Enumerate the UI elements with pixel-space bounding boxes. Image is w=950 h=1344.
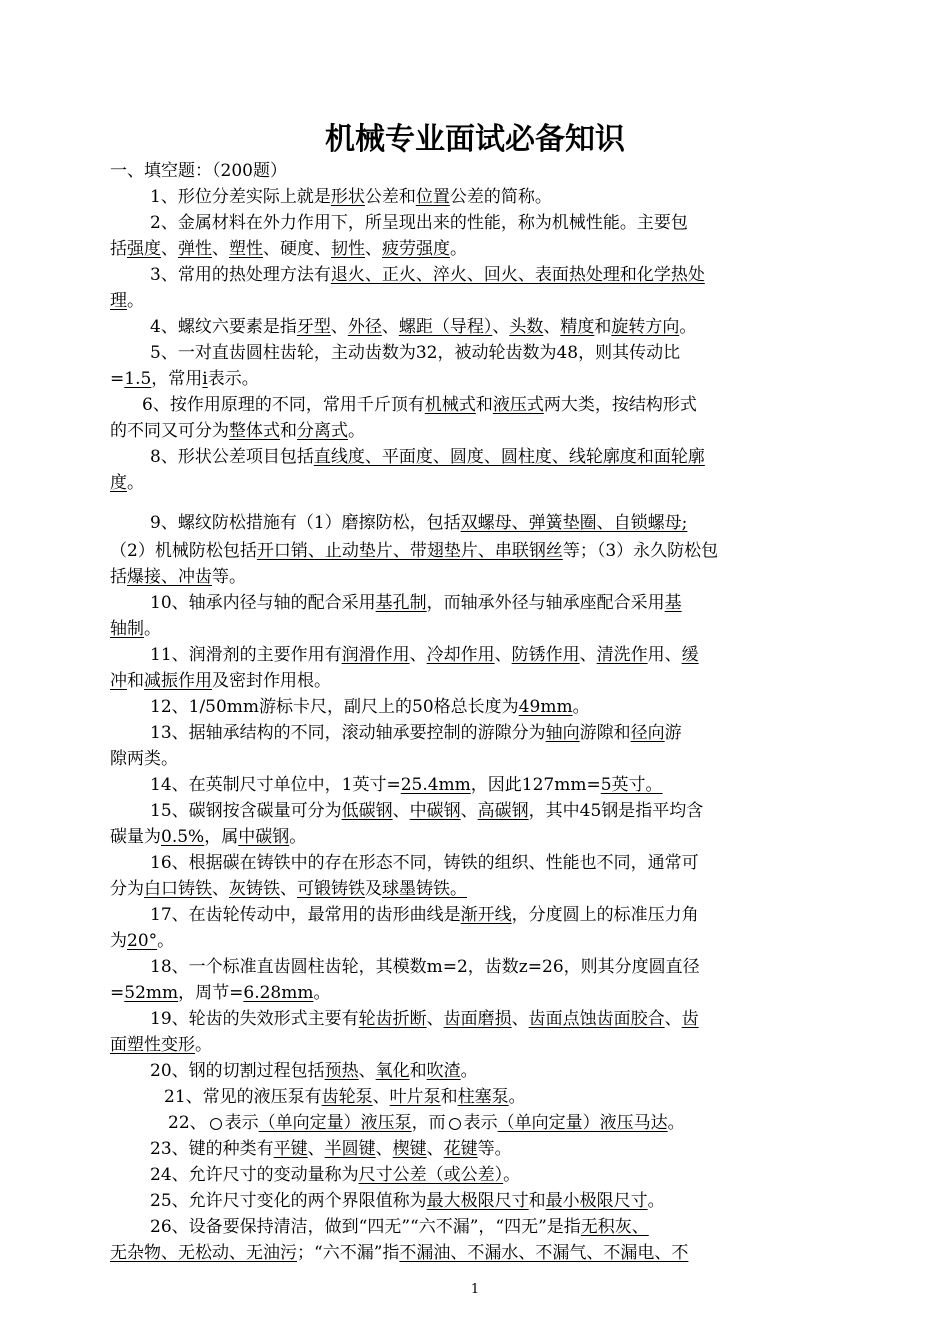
answer-text: 齿 [681,1009,699,1029]
question-text: 、 [511,1009,529,1029]
question-text: 8、形状公差项目包括 [150,447,314,467]
question-text: 。 [647,1191,665,1211]
question-text: 、 [381,317,399,337]
question-text: = [110,983,125,1003]
answer-text: 径向 [630,723,665,743]
question-line [150,1214,649,1240]
answer-text: 高碳钢 [477,801,529,821]
question-text: 25、允许尺寸变化的两个界限值称为 [150,1191,427,1211]
answer-text: 面塑性变形 [110,1035,195,1055]
question-line [168,1110,685,1136]
question-text: （2）机械防松包括 [110,541,257,561]
question-line [150,694,590,720]
answer-text: 25.4mm [400,775,471,795]
answer-text: 机械式 [424,395,476,415]
question-text: 、 [280,879,297,899]
answer-text: 最小极限尺寸 [545,1191,648,1211]
question-text: 括 [110,567,127,587]
question-text: 。 [572,697,590,717]
page-title: 机械专业面试必备知识 [325,122,625,157]
question-line [150,444,705,470]
question-text: 公差和 [364,187,416,207]
question-line [110,470,144,496]
question-text: 的不同又可分为 [110,421,229,441]
answer-text: 整体式 [229,421,280,441]
answer-text: 1.5 [124,369,152,389]
question-text: 5、一对直齿圆柱齿轮，主动齿数为32，被动轮齿数为48，则其传动比 [150,343,681,363]
answer-text: 可锻铸铁 [297,879,365,899]
answer-text: 0.5% [161,827,205,847]
answer-text: 退火、正火、淬火、回火、表面热处理和化学热处 [330,265,705,285]
question-text: 、 [392,801,410,821]
question-text: ，而轴承外径与轴承座配合采用 [426,593,665,613]
question-text: 、 [212,879,229,899]
question-text: 14、在英制尺寸单位中，1英寸= [150,775,401,795]
answer-text: 精度 [560,317,595,337]
question-text: 碳量为 [110,827,161,847]
question-line [110,980,330,1006]
answer-text: 度 [110,473,127,493]
question-text: 及 [365,879,382,899]
question-text: 、 [494,645,512,665]
question-line [150,590,682,616]
question-text: 3、常用的热处理方法有 [150,265,331,285]
question-line [150,1006,699,1032]
question-text: 和 [475,395,493,415]
answer-text: 球墨铸铁。 [382,879,467,899]
answer-text: 低碳钢 [341,801,393,821]
question-line [150,772,663,798]
question-line [150,1188,665,1214]
question-line [150,1058,478,1084]
question-line [110,928,174,954]
question-line [110,824,306,850]
question-line [150,210,688,236]
question-text: 。 [127,291,144,311]
page-number: 1 [470,1282,480,1297]
answer-text: 楔键 [392,1139,427,1159]
answer-text: 位置 [415,187,450,207]
answer-text: 塑性 [229,239,263,259]
answer-text: 轴向 [545,723,580,743]
question-text: 18、一个标准直齿圆柱齿轮，其模数m=2，齿数z=26，则其分度圆直径 [150,957,700,977]
question-text: 、 [409,645,427,665]
answer-text: 柱塞泵 [457,1087,509,1107]
question-text: 。 [508,1087,526,1107]
question-line [110,418,365,444]
question-text: 。 [503,1165,521,1185]
answer-text: 基 [664,593,682,613]
question-line [150,510,687,536]
answer-text: 氧化 [375,1061,410,1081]
question-text: = [110,369,125,389]
question-text: 6、按作用原理的不同，常用千斤顶有 [142,395,425,415]
answer-text: i [202,369,208,389]
question-line [150,184,552,210]
question-text: 。 [127,473,144,493]
question-text: 和 [594,317,612,337]
answer-text: 齿面磨损 [443,1009,512,1029]
answer-text: 冲 [110,671,127,691]
question-text: 16、根据碳在铸铁中的存在形态不同，铸铁的组织、性能也不同，通常可 [150,853,699,873]
question-text: 和 [528,1191,546,1211]
question-text: ，常用 [151,369,203,389]
question-text: 两大类，按结构形式 [543,395,697,415]
question-text: 、 [330,317,348,337]
question-text: 括 [110,239,127,259]
answer-text: 开口销、止动垫片、带翅垫片、串联钢丝 [256,541,563,561]
question-line [150,850,699,876]
question-text: 9、螺纹防松措施有（1）磨擦防松，包括 [150,513,461,533]
question-line [110,1240,688,1266]
question-text: 表示。 [207,369,259,389]
answer-text: （单向定量）液压马达 [497,1113,668,1133]
question-line [150,642,699,668]
answer-text: 轮齿折断 [358,1009,427,1029]
question-text: 。 [460,1061,478,1081]
answer-text: 疲劳强度 [382,239,450,259]
question-line [110,564,246,590]
question-text: 。 [679,317,697,337]
answer-text: 灰铸铁 [229,879,280,899]
question-line [150,902,699,928]
question-text: 20、钢的切割过程包括 [150,1061,325,1081]
question-text: 、 [492,317,510,337]
question-text: 10、轴承内径与轴的配合采用 [150,593,376,613]
question-text: 、 [212,239,229,259]
question-text: 、 [365,239,382,259]
question-text: 。 [289,827,307,847]
answer-text: 减振作用 [144,671,212,691]
answer-text: 形状 [330,187,365,207]
answer-text: 润滑作用 [341,645,410,665]
question-text: 表示 [463,1113,498,1133]
question-text: 和 [409,1061,427,1081]
answer-text: 52mm [124,983,179,1003]
answer-text: 防锈作用 [511,645,580,665]
question-text: 及密封作用根。 [212,671,331,691]
question-text: ，其中45钢是指平均含 [528,801,704,821]
question-text: 公差的简称。 [449,187,552,207]
answer-text: 20° [127,931,158,951]
question-text: ；“六不漏”指 [297,1243,400,1263]
question-text: 和 [127,671,144,691]
question-text: 等。 [212,567,246,587]
question-line [110,746,178,772]
question-line [110,668,331,694]
answer-text: 齿面点蚀齿面胶合 [528,1009,665,1029]
question-text: 。 [313,983,331,1003]
question-text: 13、据轴承结构的不同，滚动轴承要控制的游隙分为 [150,723,546,743]
question-text: 和 [440,1087,458,1107]
answer-text: 花键 [443,1139,478,1159]
question-line [110,1032,212,1058]
question-text: 。 [667,1113,685,1133]
question-text: 、 [426,1139,444,1159]
question-line [164,1084,526,1110]
section-heading: 一、填空题：（200题） [110,161,287,181]
answer-text: 中碳钢 [409,801,461,821]
question-text: 、 [579,645,597,665]
answer-text: 分离式 [297,421,348,441]
question-text: 、 [426,1009,444,1029]
question-text: 和 [280,421,297,441]
answer-text: 爆接、冲齿 [127,567,212,587]
question-text: 等。 [477,1139,512,1159]
question-text: 、 [543,317,561,337]
question-text: 。 [348,421,365,441]
question-line [150,1136,512,1162]
hydraulic-symbol-icon [449,1118,461,1130]
question-text: 为 [110,931,127,951]
answer-text: 轴制 [110,619,144,639]
question-line [150,262,705,288]
answer-text: 预热 [324,1061,359,1081]
question-text: 、硬度、 [263,239,331,259]
answer-text: 基孔制 [375,593,427,613]
answer-text: 螺距（导程） [398,317,493,337]
question-text: 用、 [647,645,682,665]
answer-text: 叶片泵 [389,1087,441,1107]
question-text: 、 [375,1139,393,1159]
question-text: 24、允许尺寸的变动量称为 [150,1165,359,1185]
answer-text: 不漏油、不漏水、不漏气、不漏电、不 [399,1243,689,1263]
question-text: 、 [372,1087,390,1107]
answer-text: 尺寸公差（或公差） [358,1165,504,1185]
question-text: ，因此127mm= [470,775,601,795]
question-text: 、 [664,1009,682,1029]
question-text: 、 [161,239,178,259]
answer-text: 牙型 [296,317,331,337]
question-text: 。 [450,239,467,259]
question-line [110,616,161,642]
answer-text: 无杂物、无松动、无油污 [110,1243,297,1263]
answer-text: 白口铸铁 [144,879,212,899]
question-text: 隙两类。 [110,749,178,769]
answer-text: 缓 [681,645,699,665]
question-text: 12、1/50mm游标卡尺，副尺上的50格总长度为 [150,697,519,717]
question-line [150,340,680,366]
answer-text: （单向定量）液压泵 [258,1113,412,1133]
question-text: 。 [157,931,175,951]
question-text: 表示 [224,1113,259,1133]
question-text: 、 [307,1139,325,1159]
answer-text: 清洗作 [596,645,648,665]
question-text: 17、在齿轮传动中，最常用的齿形曲线是 [150,905,461,925]
question-line [142,392,697,418]
question-text: ，而 [411,1113,446,1133]
question-text: 19、轮齿的失效形式主要有 [150,1009,359,1029]
question-text: 23、键的种类有 [150,1139,274,1159]
question-line [110,538,718,564]
answer-text: 头数 [509,317,544,337]
answer-text: 外径 [347,317,382,337]
question-text: 22、 [168,1113,207,1133]
answer-text: 无积灰、 [580,1217,649,1237]
question-text: 游隙和 [579,723,631,743]
question-line [110,366,259,392]
answer-text: 弹性 [178,239,212,259]
answer-text: 平键 [273,1139,308,1159]
answer-text: 强度 [127,239,161,259]
answer-text: 齿轮泵 [321,1087,373,1107]
question-text: 等；（3）永久防松包 [562,541,719,561]
answer-text: 旋转方向 [611,317,680,337]
answer-text: 5英寸。 [600,775,663,795]
question-text: ，分度圆上的标准压力角 [511,905,699,925]
question-text: 1、形位分差实际上就是 [150,187,331,207]
question-line [110,288,144,314]
answer-text: 直线度、平面度、圆度、圆柱度、线轮廓度和面轮廓 [313,447,705,467]
answer-text: 液压式 [492,395,544,415]
question-line [110,236,467,262]
question-text: 4、螺纹六要素是指 [150,317,297,337]
question-line [150,720,682,746]
answer-text: 半圆键 [324,1139,376,1159]
question-text: 分为 [110,879,144,899]
question-text: 、 [460,801,478,821]
question-line [150,798,703,824]
question-line [150,314,696,340]
answer-text: 双螺母、弹簧垫圈、自锁螺母; [460,513,688,533]
question-line [150,1162,520,1188]
question-text: 、 [358,1061,376,1081]
answer-text: 渐开线 [460,905,512,925]
answer-text: 49mm [518,697,573,717]
question-text: 26、设备要保持清洁，做到“四无”“六不漏”，“四无”是指 [150,1217,581,1237]
hydraulic-symbol-icon [210,1118,222,1130]
question-text: 11、润滑剂的主要作用有 [150,645,342,665]
answer-text: 韧性 [331,239,365,259]
question-text: 21、常见的液压泵有 [164,1087,322,1107]
answer-text: 最大极限尺寸 [426,1191,529,1211]
question-text: 。 [195,1035,212,1055]
question-line [110,876,467,902]
question-text: 游 [664,723,682,743]
question-text: 2、金属材料在外力作用下，所呈现出来的性能，称为机械性能。主要包 [150,213,688,233]
question-text: ，周节= [178,983,244,1003]
answer-text: 6.28mm [243,983,314,1003]
answer-text: 理 [110,291,127,311]
question-text: 。 [144,619,161,639]
answer-text: 中碳钢 [238,827,290,847]
answer-text: 冷却作用 [426,645,495,665]
answer-text: 吹渣 [426,1061,461,1081]
question-line [150,954,700,980]
question-text: ，属 [204,827,239,847]
question-text: 15、碳钢按含碳量可分为 [150,801,342,821]
